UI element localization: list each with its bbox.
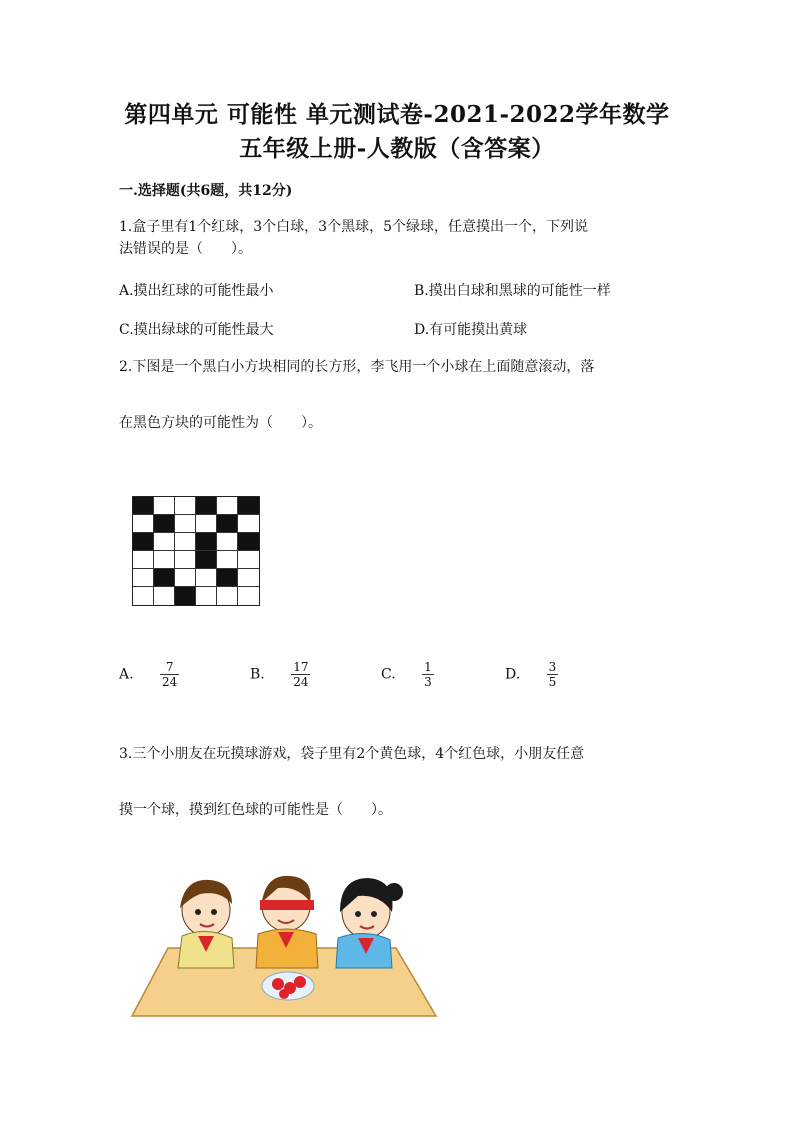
grid-cell-black: [238, 533, 259, 551]
grid-cell-white: [196, 587, 217, 605]
q2-option-c-fraction: [422, 660, 434, 689]
q2-option-d-label: D.: [505, 666, 521, 683]
grid-cell-black: [196, 497, 217, 515]
grid-cell-white: [175, 569, 196, 587]
grid-cell-black: [196, 551, 217, 569]
q2-option-b-fraction: [291, 660, 310, 689]
children-game-illustration: [128, 868, 438, 1020]
grid-cell-white: [175, 515, 196, 533]
q2-option-c: [381, 660, 434, 689]
page-title-line1: 第四单元 可能性 单元测试卷-2021-2022学年数学: [124, 101, 670, 128]
question-3-line1: 3.三个小朋友在玩摸球游戏，袋子里有2个黄色球，4个红色球，小朋友任意: [119, 746, 585, 762]
fraction-denominator: 24: [293, 675, 309, 689]
q1-option-c: C.摸出绿球的可能性最大: [119, 322, 274, 338]
grid-cell-black: [217, 569, 238, 587]
fraction-denominator: 5: [548, 675, 557, 689]
grid-cell-white: [154, 533, 175, 551]
question-1-line2: 法错误的是（ ）。: [119, 241, 252, 257]
grid-cell-white: [238, 551, 259, 569]
q2-option-a: [119, 660, 179, 689]
grid-cell-black: [154, 569, 175, 587]
grid-cell-white: [175, 497, 196, 515]
grid-cell-white: [238, 515, 259, 533]
grid-cell-white: [133, 587, 154, 605]
grid-cell-white: [175, 551, 196, 569]
grid-cell-black: [133, 533, 154, 551]
page-title-line2: 五年级上册-人教版（含答案）: [239, 135, 555, 162]
grid-cell-white: [238, 569, 259, 587]
grid-cell-white: [217, 551, 238, 569]
checkerboard-figure: [132, 496, 260, 606]
grid-cell-white: [154, 551, 175, 569]
fraction-denominator: 24: [162, 675, 178, 689]
q2-option-a-label: A.: [119, 666, 134, 683]
grid-cell-white: [217, 587, 238, 605]
q1-option-d: D.有可能摸出黄球: [414, 322, 528, 338]
grid-cell-white: [196, 569, 217, 587]
fraction-numerator: 17: [293, 660, 309, 674]
question-1-line1: 1.盒子里有1个红球，3个白球，3个黑球，5个绿球，任意摸出一个，下列说: [119, 219, 588, 235]
question-2-line2: 在黑色方块的可能性为（ ）。: [119, 415, 322, 431]
grid-cell-black: [175, 587, 196, 605]
grid-cell-white: [154, 497, 175, 515]
q2-option-c-label: C.: [381, 666, 396, 683]
grid-cell-black: [217, 515, 238, 533]
grid-cell-black: [238, 497, 259, 515]
q2-option-b: [250, 660, 310, 689]
grid-cell-black: [154, 515, 175, 533]
fraction-numerator: 1: [424, 660, 432, 674]
question-3-line2: 摸一个球，摸到红色球的可能性是（ ）。: [119, 802, 392, 818]
grid-cell-black: [196, 533, 217, 551]
grid-cell-white: [154, 587, 175, 605]
fraction-numerator: 3: [548, 660, 557, 674]
grid-cell-black: [133, 497, 154, 515]
q2-option-d-fraction: [547, 660, 559, 689]
fraction-numerator: 7: [165, 660, 174, 674]
question-2-line1: 2.下图是一个黑白小方块相同的长方形，李飞用一个小球在上面随意滚动，落: [119, 359, 595, 375]
grid-cell-white: [217, 533, 238, 551]
grid-cell-white: [196, 515, 217, 533]
grid-cell-white: [133, 515, 154, 533]
grid-cell-white: [133, 569, 154, 587]
fraction-denominator: 3: [424, 675, 432, 689]
question-1-text: [119, 216, 679, 260]
q2-option-b-label: B.: [250, 666, 265, 683]
section-heading: 一.选择题(共6题，共12分): [119, 183, 293, 199]
q1-option-a: A.摸出红球的可能性最小: [119, 283, 274, 299]
grid-cell-white: [238, 587, 259, 605]
q2-option-a-fraction: [160, 660, 179, 689]
grid-cell-white: [175, 533, 196, 551]
grid-cell-white: [217, 497, 238, 515]
q2-option-d: [505, 660, 558, 689]
q1-option-b: B.摸出白球和黑球的可能性一样: [414, 283, 611, 299]
grid-cell-white: [133, 551, 154, 569]
